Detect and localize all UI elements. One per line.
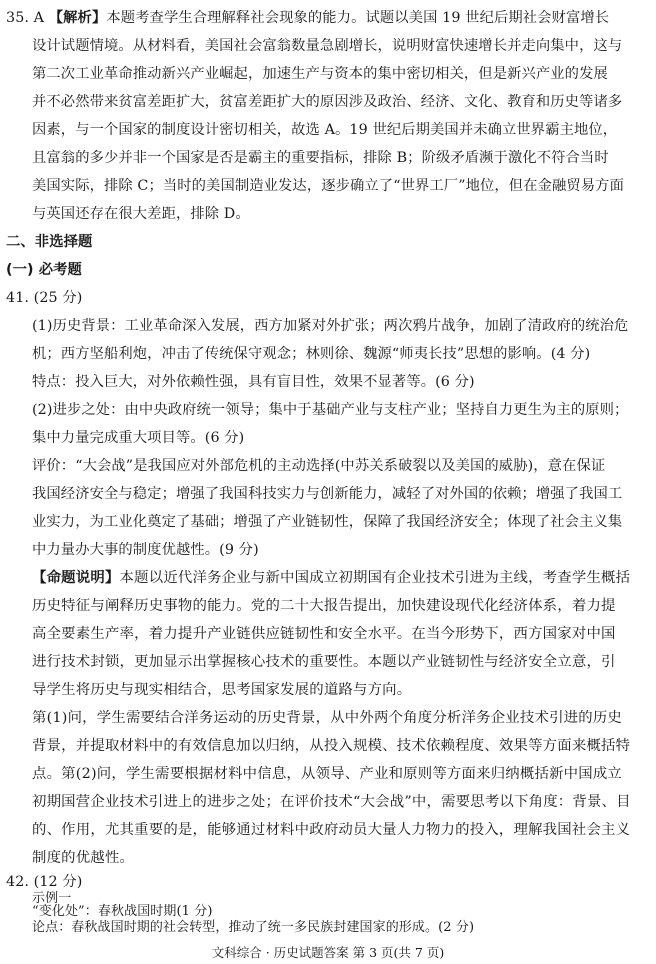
q35-line-7: 美国实际，排除 C；当时的美国制造业发达，逐步确立了“世界工厂”地位，但在金融贸易方面 xyxy=(32,178,624,194)
note-line-4: 进行技术封锁，更加显示出掌握核心技术的重要性。本题以产业链韧性与经济安全立意，引 xyxy=(32,654,616,670)
proposition-note-tag: 【命题说明】 xyxy=(32,570,120,586)
q41-eval-line-2: 我国经济安全与稳定；增强了我国科技实力与创新能力，减轻了对外国的依赖；增强了我国工 xyxy=(32,486,623,502)
note-line-9: 初期国营企业技术引进上的进步之处；在评价技术“大会战”中，需要思考以下角度：背景、目 xyxy=(32,794,631,810)
q41-part2-line-1: (2)进步之处：由中央政府统一领导；集中于基础产业与支柱产业；坚持自力更生为主的原则； xyxy=(32,402,629,418)
q35-line-4: 并不必然带来贫富差距扩大，贫富差距扩大的原因涉及政治、经济、文化、教育和历史等诸多 xyxy=(32,94,623,110)
note-line-10: 的、作用，尤其重要的是，能够通过材料中政府动员大量人力物力的投入，理解我国社会主义 xyxy=(32,822,631,838)
q41-eval-line-4: 中力量办大事的制度优越性。(9 分) xyxy=(32,542,259,558)
q35-line-2: 设计试题情境。从材料看，美国社会富翁数量急剧增长，说明财富快速增长并走向集中，这与 xyxy=(32,38,623,54)
analysis-tag: 【解析】 xyxy=(48,10,107,26)
q35-line-6: 且富翁的多少并非一个国家是否是霸主的重要指标，排除 B；阶级矛盾濒于激化不符合当时 xyxy=(32,150,609,166)
note-line-11: 制度的优越性。 xyxy=(32,850,135,866)
q35-line-5: 因素，与一个国家的制度设计密切相关，故选 A。19 世纪后期美国并未确立世界霸主地位， xyxy=(32,122,618,138)
section-required-heading: (一) 必考题 xyxy=(6,262,82,278)
note-text: 本题以近代洋务企业与新中国成立初期国有企业技术引进为主线，考查学生概括 xyxy=(119,570,631,586)
q41-part2-line-2: 集中力量完成重大项目等。(6 分) xyxy=(32,430,245,446)
q42-change-line: “变化处”：春秋战国时期(1 分) xyxy=(32,904,213,919)
q41-part1-line-2: 机；西方坚船利炮，冲击了传统保守观念；林则徐、魏源“师夷长技”思想的影响。(4 分) xyxy=(32,346,591,362)
note-line-6: 第(1)问，学生需要结合洋务运动的历史背景，从中外两个角度分析洋务企业技术引进的历史 xyxy=(32,710,623,726)
note-line-5: 导学生将历史与现实相结合，思考国家发展的道路与方向。 xyxy=(32,682,412,698)
q35-line-8: 与英国还存在很大差距，排除 D。 xyxy=(32,206,250,222)
q41-features-line: 特点：投入巨大，对外依赖性强，具有盲目性，效果不显著等。(6 分) xyxy=(32,374,475,390)
q42-thesis-line: 论点：春秋战国时期的社会转型，推动了统一多民族封建国家的形成。(2 分) xyxy=(32,920,475,935)
note-line-8: 点。第(2)问，学生需要根据材料中信息，从领导、产业和原则等方面来归纳概括新中国成立 xyxy=(32,766,623,782)
note-line-2: 历史特征与阐释历史事物的能力。党的二十大报告提出，加快建设现代化经济体系，着力提 xyxy=(32,598,616,614)
section-non-choice-heading: 二、非选择题 xyxy=(6,234,93,250)
q41-part1-line-1: (1)历史背景：工业革命深入发展，西方加紧对外扩张；两次鸦片战争，加剧了清政府的统治危 xyxy=(32,318,629,334)
q42-example-label: 示例一 xyxy=(32,891,72,906)
note-line-7: 背景，并提取材料中的有效信息加以归纳，从投入规模、技术依赖程度、效果等方面来概括特 xyxy=(32,738,631,754)
page-footer: 文科综合 · 历史试题答案 第 3 页(共 7 页) xyxy=(211,945,445,960)
q35-line-1 xyxy=(6,8,609,28)
note-line-1 xyxy=(32,568,630,588)
q35-text: 本题考查学生合理解释社会现象的能力。试题以美国 19 世纪后期社会财富增长 xyxy=(106,10,610,26)
note-line-3: 高全要素生产率，着力提升产业链供应链韧性和安全水平。在当今形势下，西方国家对中国 xyxy=(32,626,616,642)
q35-answer: 35. A xyxy=(6,10,45,26)
q42-heading: 42. (12 分) xyxy=(6,874,83,890)
q41-heading: 41. (25 分) xyxy=(6,290,83,306)
q41-eval-line-3: 业实力，为工业化奠定了基础；增强了产业链韧性，保障了我国经济安全；体现了社会主义集 xyxy=(32,514,623,530)
q35-line-3: 第二次工业革命推动新兴产业崛起，加速生产与资本的集中密切相关，但是新兴产业的发展 xyxy=(32,66,608,82)
q41-eval-line-1: 评价：“大会战”是我国应对外部危机的主动选择(中苏关系破裂以及美国的威胁)，意在保证 xyxy=(32,458,606,474)
